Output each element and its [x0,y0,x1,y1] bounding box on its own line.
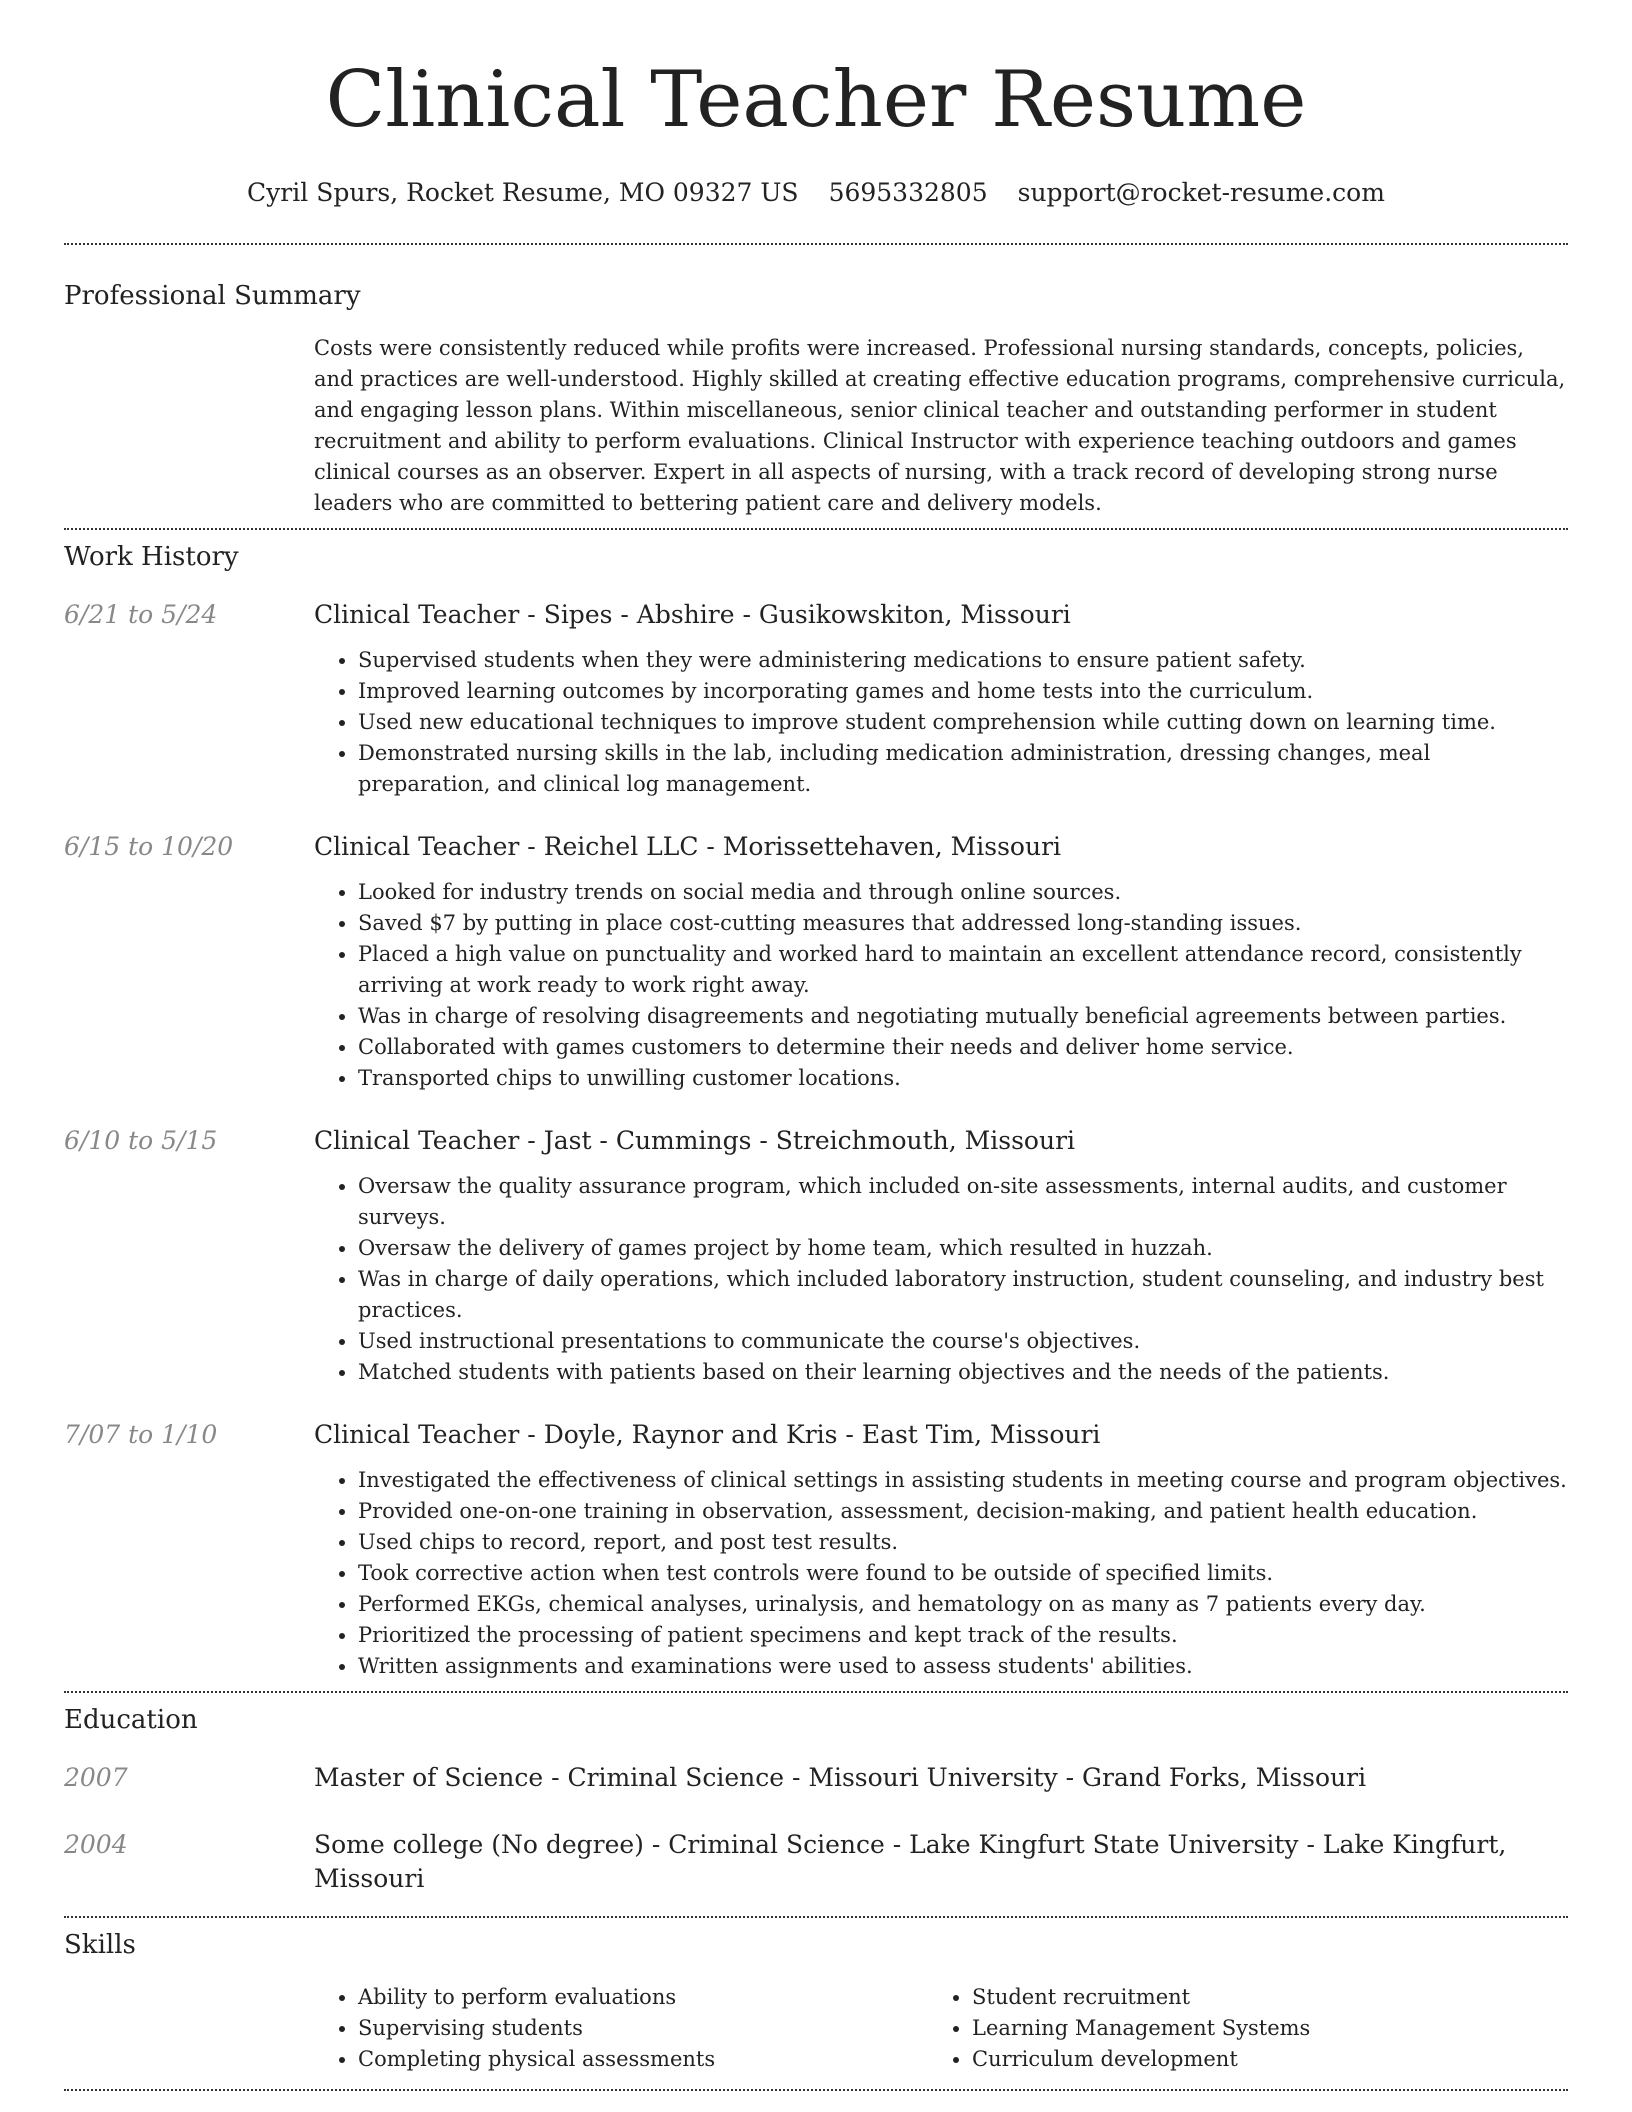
job-bullet: • Used chips to record, report, and post test results. [358,1527,1568,1558]
job-bullet: • Used new educational techniques to improve student comprehension while cutting down on learning time. [358,707,1568,738]
job-bullet: • Improved learning outcomes by incorporating games and home tests into the curriculum. [358,676,1568,707]
job-date: 6/21 to 5/24 [64,600,218,629]
job-bullets [314,1171,1568,1388]
skills-section [64,1918,1568,2075]
job-title: Clinical Teacher - Jast - Cummings - Streichmouth, Missouri [314,1126,1076,1155]
contact-email: support@rocket-resume.com [1017,178,1385,207]
job-bullet: • Transported chips to unwilling customer locations. [358,1063,1568,1094]
job-bullet: • Supervised students when they were administering medications to ensure patient safety. [358,645,1568,676]
job-bullet: • Prioritized the processing of patient specimens and kept track of the results. [358,1620,1568,1651]
skills-list [314,1982,1568,2075]
job-bullets [314,1465,1568,1682]
job-title: Clinical Teacher - Reichel LLC - Morissettehaven, Missouri [314,832,1062,861]
education-title: Some college (No degree) - Criminal Science - Lake Kingfurt State University - Lake Kingfurt, Missouri [314,1830,1507,1893]
job-bullet: • Performed EKGs, chemical analyses, urinalysis, and hematology on as many as 7 patients every day. [358,1589,1568,1620]
skills-heading: Skills [64,1930,136,1960]
contact-phone: 5695332805 [828,178,988,207]
skill-item: • Completing physical assessments [358,2044,928,2075]
job-body [314,1124,1568,1388]
skill-item: • Ability to perform evaluations [358,1982,928,2013]
job-bullet: • Collaborated with games customers to determine their needs and deliver home service. [358,1032,1568,1063]
divider [64,2089,1568,2091]
skill-item: • Student recruitment [972,1982,1542,2013]
contact-address: Cyril Spurs, Rocket Resume, MO 09327 US [247,178,799,207]
job-bullets [314,877,1568,1094]
skill-item: • Supervising students [358,2013,928,2044]
job-entry [64,598,1568,800]
job-body [314,1418,1568,1682]
job-date: 6/15 to 10/20 [64,832,234,861]
job-title: Clinical Teacher - Doyle, Raynor and Kris - East Tim, Missouri [314,1420,1101,1449]
job-bullet: • Demonstrated nursing skills in the lab, including medication administration, dressing changes, meal preparation, and clinical log management. [358,738,1568,800]
work-history-heading: Work History [64,542,239,572]
job-bullet: • Placed a high value on punctuality and worked hard to maintain an excellent attendance record, consistently arriving at work ready to work right away. [358,939,1568,1001]
job-bullet: • Looked for industry trends on social media and through online sources. [358,877,1568,908]
education-year: 2007 [64,1763,128,1792]
job-bullet: • Matched students with patients based on their learning objectives and the needs of the patients. [358,1357,1568,1388]
job-bullet: • Was in charge of daily operations, which included laboratory instruction, student counseling, and industry best practices. [358,1264,1568,1326]
job-body [314,598,1568,800]
job-bullet: • Took corrective action when test controls were found to be outside of specified limits. [358,1558,1568,1589]
page-title: Clinical Teacher Resume [325,55,1307,145]
job-bullets [314,645,1568,800]
education-title: Master of Science - Criminal Science - Missouri University - Grand Forks, Missouri [314,1763,1367,1792]
education-entry [64,1828,1568,1896]
contact-line [64,176,1568,210]
job-title: Clinical Teacher - Sipes - Abshire - Gusikowskiton, Missouri [314,600,1071,629]
education-section [64,1693,1568,1896]
work-history-section [64,530,1568,1682]
job-entry [64,830,1568,1094]
job-body [314,830,1568,1094]
job-entry [64,1418,1568,1682]
skill-item: • Curriculum development [972,2044,1542,2075]
job-bullet: • Investigated the effectiveness of clinical settings in assisting students in meeting course and program objectives. [358,1465,1568,1496]
job-bullet: • Provided one-on-one training in observation, assessment, decision-making, and patient health education. [358,1496,1568,1527]
job-bullet: • Oversaw the quality assurance program, which included on-site assessments, internal audits, and customer surveys. [358,1171,1568,1233]
skills-column-right [928,1982,1542,2075]
job-bullet: • Saved $7 by putting in place cost-cutting measures that addressed long-standing issues. [358,908,1568,939]
skill-item: • Learning Management Systems [972,2013,1542,2044]
job-bullet: • Oversaw the delivery of games project by home team, which resulted in huzzah. [358,1233,1568,1264]
summary-section [64,245,1568,519]
education-year: 2004 [64,1830,128,1859]
job-date: 6/10 to 5/15 [64,1126,218,1155]
job-bullet: • Was in charge of resolving disagreements and negotiating mutually beneficial agreements between parties. [358,1001,1568,1032]
education-entry [64,1761,1568,1795]
education-heading: Education [64,1705,198,1735]
resume-header [64,0,1568,210]
summary-heading: Professional Summary [64,281,361,311]
job-date: 7/07 to 1/10 [64,1420,218,1449]
job-entry [64,1124,1568,1388]
job-bullet: • Written assignments and examinations were used to assess students' abilities. [358,1651,1568,1682]
summary-text: Costs were consistently reduced while profits were increased. Professional nursing standards, concepts, policies, and practices are well-understood. Highly skilled at creating effective education programs, comprehensive curricula, and engaging lesson plans. Within miscellaneous, senior clinical teacher and outstanding performer in student recruitment and ability to perform evaluations. Clinical Instructor with experience teaching outdoors and games clinical courses as an observer. Expert in all aspects of nursing, with a track record of developing strong nurse leaders who are committed to bettering patient care and delivery models. [314,336,1566,515]
job-bullet: • Used instructional presentations to communicate the course's objectives. [358,1326,1568,1357]
skills-column-left [314,1982,928,2075]
